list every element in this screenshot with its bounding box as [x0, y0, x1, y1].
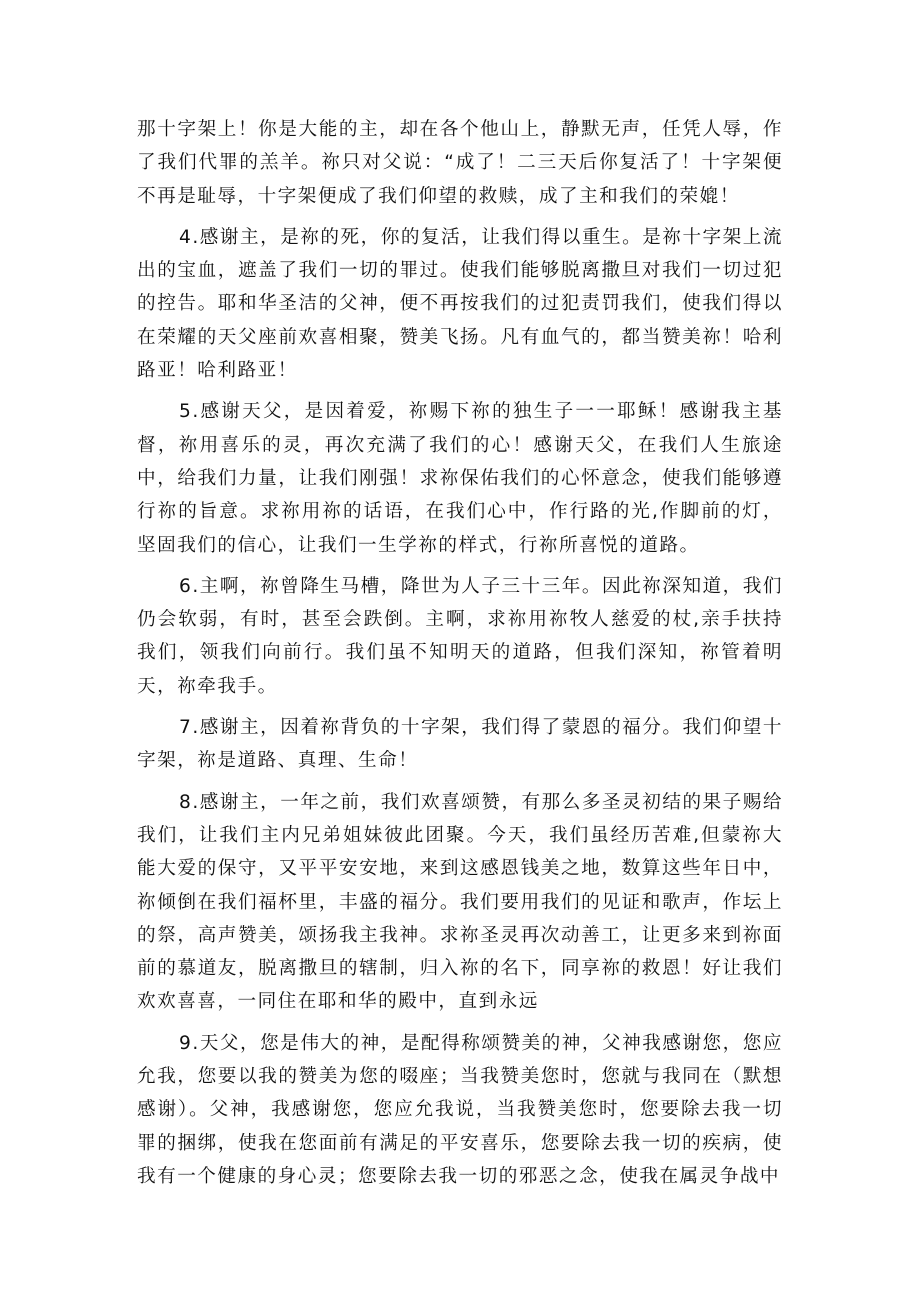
- paragraph-5: 5.感谢天父，是因着爱，祢赐下祢的独生子一一耶稣！感谢我主基督，祢用喜乐的灵，再次充满了我们的心！感谢天父，在我们人生旅途中，给我们力量，让我们刚强！求祢保佑我们的心怀意念，使我们能够遵行祢的旨意。求祢用祢的话语，在我们心中，作行路的光,作脚前的灯，坚固我们的信心，让我们一生学祢的样式，行祢所喜悦的道路。: [137, 401, 783, 556]
- paragraph-9: 9.天父，您是伟大的神，是配得称颂赞美的神，父神我感谢您，您应允我，您要以我的赞美为您的啜座；当我赞美您时，您就与我同在（默想感谢）。父神，我感谢您，您应允我说，当我赞美您时，您要除去我一切罪的捆绑，使我在您面前有满足的平安喜乐，您要除去我一切的疾病，使我有一个健康的身心灵；您要除去我一切的邪恶之念，使我在属灵争战中: [137, 1032, 783, 1187]
- document-body: [137, 113, 783, 1201]
- paragraph-6: 6.主啊，祢曾降生马槽，降世为人子三十三年。因此祢深知道，我们仍会软弱，有时，甚至会跌倒。主啊，求祢用祢牧人慈爱的杖,亲手扶持我们，领我们向前行。我们虽不知明天的道路，但我们深知，祢管着明天，祢牵我手。: [137, 575, 783, 697]
- paragraph-7: 7.感谢主，因着祢背负的十字架，我们得了蒙恩的福分。我们仰望十字架，祢是道路、真理、生命！: [137, 717, 783, 772]
- paragraph-continued: 那十字架上！你是大能的主，却在各个他山上，静默无声，任凭人辱，作了我们代罪的羔羊。祢只对父说：“成了！二三天后你复活了！十字架便不再是耻辱，十字架便成了我们仰望的救赎，成了主和我们的荣媲！: [137, 119, 783, 207]
- paragraph-8: 8.感谢主，一年之前，我们欢喜颂赞，有那么多圣灵初结的果子赐给我们，让我们主内兄弟姐妹彼此团聚。今天，我们虽经历苦难,但蒙祢大能大爱的保守，又平平安安地，来到这感恩钱美之地，数算这些年日中，祢倾倒在我们福杯里，丰盛的福分。我们要用我们的见证和歌声，作坛上的祭，高声赞美，颂扬我主我神。求祢圣灵再次动善工，让更多来到祢面前的慕道友，脱离撒旦的辖制，归入祢的名下，同享祢的救恩！好让我们欢欢喜喜，一同住在耶和华的殿中，直到永远: [137, 791, 783, 1013]
- paragraph-4: 4.感谢主，是祢的死，你的复活，让我们得以重生。是祢十字架上流出的宝血，遮盖了我们一切的罪过。使我们能够脱离撒旦对我们一切过犯的控告。耶和华圣洁的父神，便不再按我们的过犯责罚我们，使我们得以在荣耀的天父座前欢喜相聚，赞美飞扬。凡有血气的，都当赞美祢！哈利路亚！哈利路亚！: [137, 226, 783, 382]
